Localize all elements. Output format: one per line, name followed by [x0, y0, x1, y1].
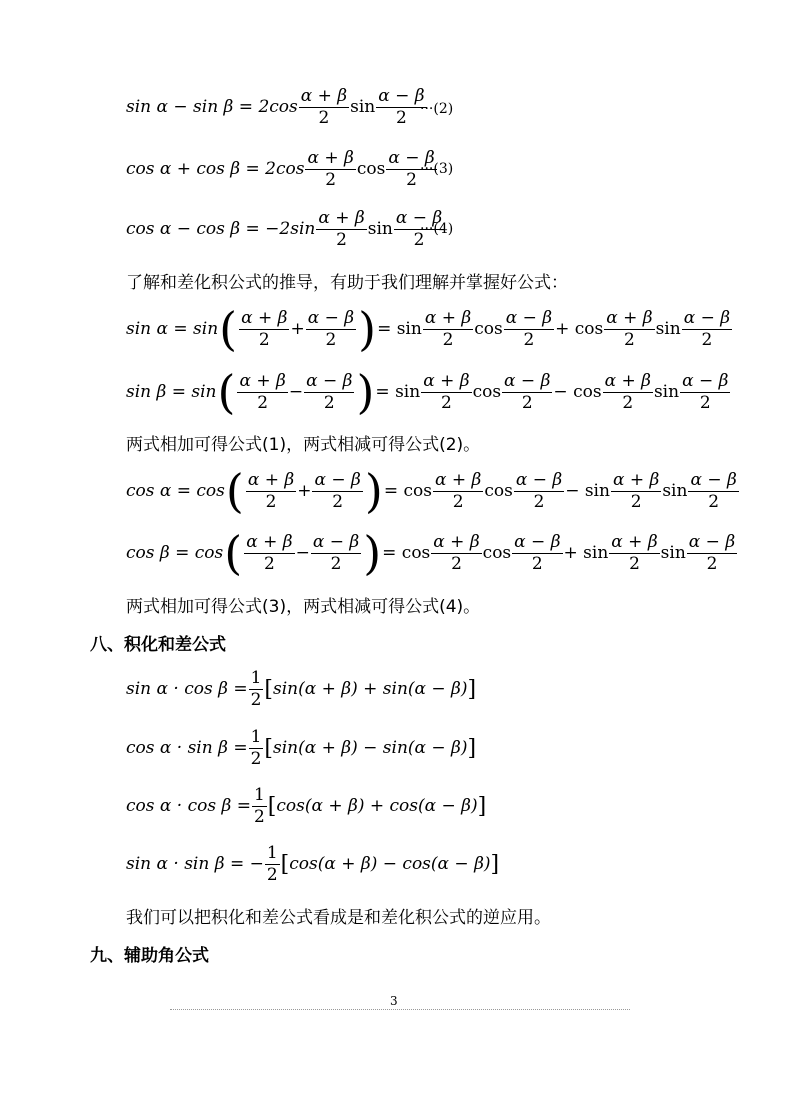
fraction: $\frac{\alpha - \beta}{2}$	[515, 469, 563, 512]
fraction: $\frac{\alpha + \beta}{2}$	[307, 148, 354, 190]
right-paren: )	[356, 365, 375, 419]
fraction: $\frac{\alpha - \beta}{2}$	[378, 86, 425, 128]
fraction: $\frac{\alpha + \beta}{2}$	[300, 86, 348, 128]
formula-3	[126, 150, 438, 189]
footer-divider	[170, 1009, 630, 1010]
fraction: $\frac{1}{2}$	[253, 785, 265, 827]
paragraph: 我们可以把积化和差公式看成是和差化积公式的逆应用。	[126, 908, 551, 928]
product-formula-3: cos α · cos β = $\frac{1}{2}$ [ cos(α + β) + cos(α − β) ]	[126, 785, 487, 827]
derivation-sin-beta: sin β = sin ( $\frac{\alpha + \beta}{2}$ − $\frac{\alpha - \beta}{2}$ ) = sin $\frac{\alpha + \beta}{2}$ cos $\frac{\alpha - \beta}{2}$ − cos $\frac{\alpha + \beta}{2}$ sin $\frac{\alpha - \beta}{2}$	[126, 365, 729, 419]
fraction: $\frac{\alpha - \beta}{2}$	[307, 307, 355, 350]
left-paren: (	[217, 365, 236, 419]
formula-mid: sin	[367, 219, 393, 239]
fraction: $\frac{\alpha + \beta}{2}$	[239, 370, 286, 413]
right-paren: )	[364, 464, 383, 518]
left-bracket: [	[280, 851, 290, 877]
fraction: $\frac{\alpha + \beta}{2}$	[606, 307, 653, 350]
formula-tag: ···(4)	[420, 221, 454, 237]
right-paren: )	[363, 526, 382, 580]
fraction: $\frac{\alpha - \beta}{2}$	[306, 370, 353, 413]
paragraph: 两式相加可得公式(1)，两式相减可得公式(2)。	[126, 435, 481, 455]
left-paren: (	[224, 526, 243, 580]
fraction: $\frac{\alpha + \beta}{2}$	[318, 208, 365, 250]
product-formula-4: sin α · sin β = − $\frac{1}{2}$ [ cos(α + β) − cos(α − β) ]	[126, 843, 500, 885]
left-paren: (	[225, 464, 244, 518]
formula-tag: ···(3)	[420, 161, 454, 177]
fraction: $\frac{\alpha + \beta}{2}$	[612, 469, 660, 512]
fraction: $\frac{1}{2}$	[250, 668, 262, 710]
fraction: $\frac{\alpha + \beta}{2}$	[433, 531, 480, 574]
fraction: $\frac{1}{2}$	[266, 843, 278, 885]
formula-4	[126, 210, 445, 249]
formula-mid: sin	[350, 97, 376, 117]
fraction: $\frac{\alpha - \beta}{2}$	[682, 370, 729, 413]
left-paren: (	[219, 302, 238, 356]
right-bracket: ]	[490, 851, 500, 877]
left-bracket: [	[264, 735, 273, 761]
fraction: $\frac{1}{2}$	[250, 727, 262, 769]
derivation-sin-alpha: sin α = sin ( $\frac{\alpha + \beta}{2}$ + $\frac{\alpha - \beta}{2}$ ) = sin $\frac{\alpha + \beta}{2}$ cos $\frac{\alpha - \beta}{2}$ + cos $\frac{\alpha + \beta}{2}$ sin $\frac{\alpha - \beta}{2}$	[126, 302, 731, 356]
right-bracket: ]	[477, 793, 487, 819]
fraction: $\frac{\alpha - \beta}{2}$	[314, 469, 361, 512]
fraction: $\frac{\alpha + \beta}{2}$	[611, 531, 658, 574]
fraction: $\frac{\alpha - \beta}{2}$	[683, 307, 731, 350]
fraction: $\frac{\alpha + \beta}{2}$	[424, 307, 472, 350]
paragraph: 了解和差化积公式的推导，有助于我们理解并掌握好公式：	[126, 273, 568, 293]
fraction: $\frac{\alpha - \beta}{2}$	[395, 208, 443, 250]
fraction: $\frac{\alpha - \beta}{2}$	[690, 469, 737, 512]
formula-mid: cos	[356, 159, 386, 179]
product-formula-1: sin α · cos β = $\frac{1}{2}$ [ sin(α + β) + sin(α − β) ]	[126, 668, 477, 710]
fraction: $\frac{\alpha + \beta}{2}$	[434, 469, 482, 512]
formula-lhs: sin α − sin β = 2cos	[126, 97, 298, 117]
right-paren: )	[358, 302, 377, 356]
fraction: $\frac{\alpha + \beta}{2}$	[604, 370, 651, 413]
fraction: $\frac{\alpha + \beta}{2}$	[241, 307, 288, 350]
formula-tag: ···(2)	[420, 101, 454, 117]
fraction: $\frac{\alpha - \beta}{2}$	[312, 531, 360, 574]
fraction: $\frac{\alpha - \beta}{2}$	[505, 307, 553, 350]
formula-lhs: cos α + cos β = 2cos	[126, 159, 305, 179]
fraction: $\frac{\alpha + \beta}{2}$	[246, 531, 293, 574]
section-heading: 八、积化和差公式	[90, 635, 226, 655]
fraction: $\frac{\alpha + \beta}{2}$	[247, 469, 295, 512]
derivation-cos-beta: cos β = cos ( $\frac{\alpha + \beta}{2}$ − $\frac{\alpha - \beta}{2}$ ) = cos $\frac{\alpha + \beta}{2}$ cos $\frac{\alpha - \beta}{2}$ + sin $\frac{\alpha + \beta}{2}$ sin $\frac{\alpha - \beta}{2}$	[126, 526, 736, 580]
left-bracket: [	[264, 676, 273, 702]
fraction: $\frac{\alpha - \beta}{2}$	[514, 531, 561, 574]
formula-2	[126, 88, 428, 127]
page-number: 3	[390, 994, 398, 1008]
right-bracket: ]	[467, 735, 477, 761]
derivation-cos-alpha: cos α = cos ( $\frac{\alpha + \beta}{2}$ + $\frac{\alpha - \beta}{2}$ ) = cos $\frac{\alpha + \beta}{2}$ cos $\frac{\alpha - \beta}{2}$ − sin $\frac{\alpha + \beta}{2}$ sin $\frac{\alpha - \beta}{2}$	[126, 464, 737, 518]
product-formula-2: cos α · sin β = $\frac{1}{2}$ [ sin(α + β) − sin(α − β) ]	[126, 727, 477, 769]
section-heading: 九、辅助角公式	[90, 946, 209, 966]
fraction: $\frac{\alpha - \beta}{2}$	[504, 370, 551, 413]
left-bracket: [	[267, 793, 277, 819]
right-bracket: ]	[467, 676, 477, 702]
formula-lhs: cos α − cos β = −2sin	[126, 219, 316, 239]
fraction: $\frac{\alpha - \beta}{2}$	[388, 148, 435, 190]
paragraph: 两式相加可得公式(3)，两式相减可得公式(4)。	[126, 597, 481, 617]
fraction: $\frac{\alpha + \beta}{2}$	[423, 370, 470, 413]
fraction: $\frac{\alpha - \beta}{2}$	[688, 531, 736, 574]
